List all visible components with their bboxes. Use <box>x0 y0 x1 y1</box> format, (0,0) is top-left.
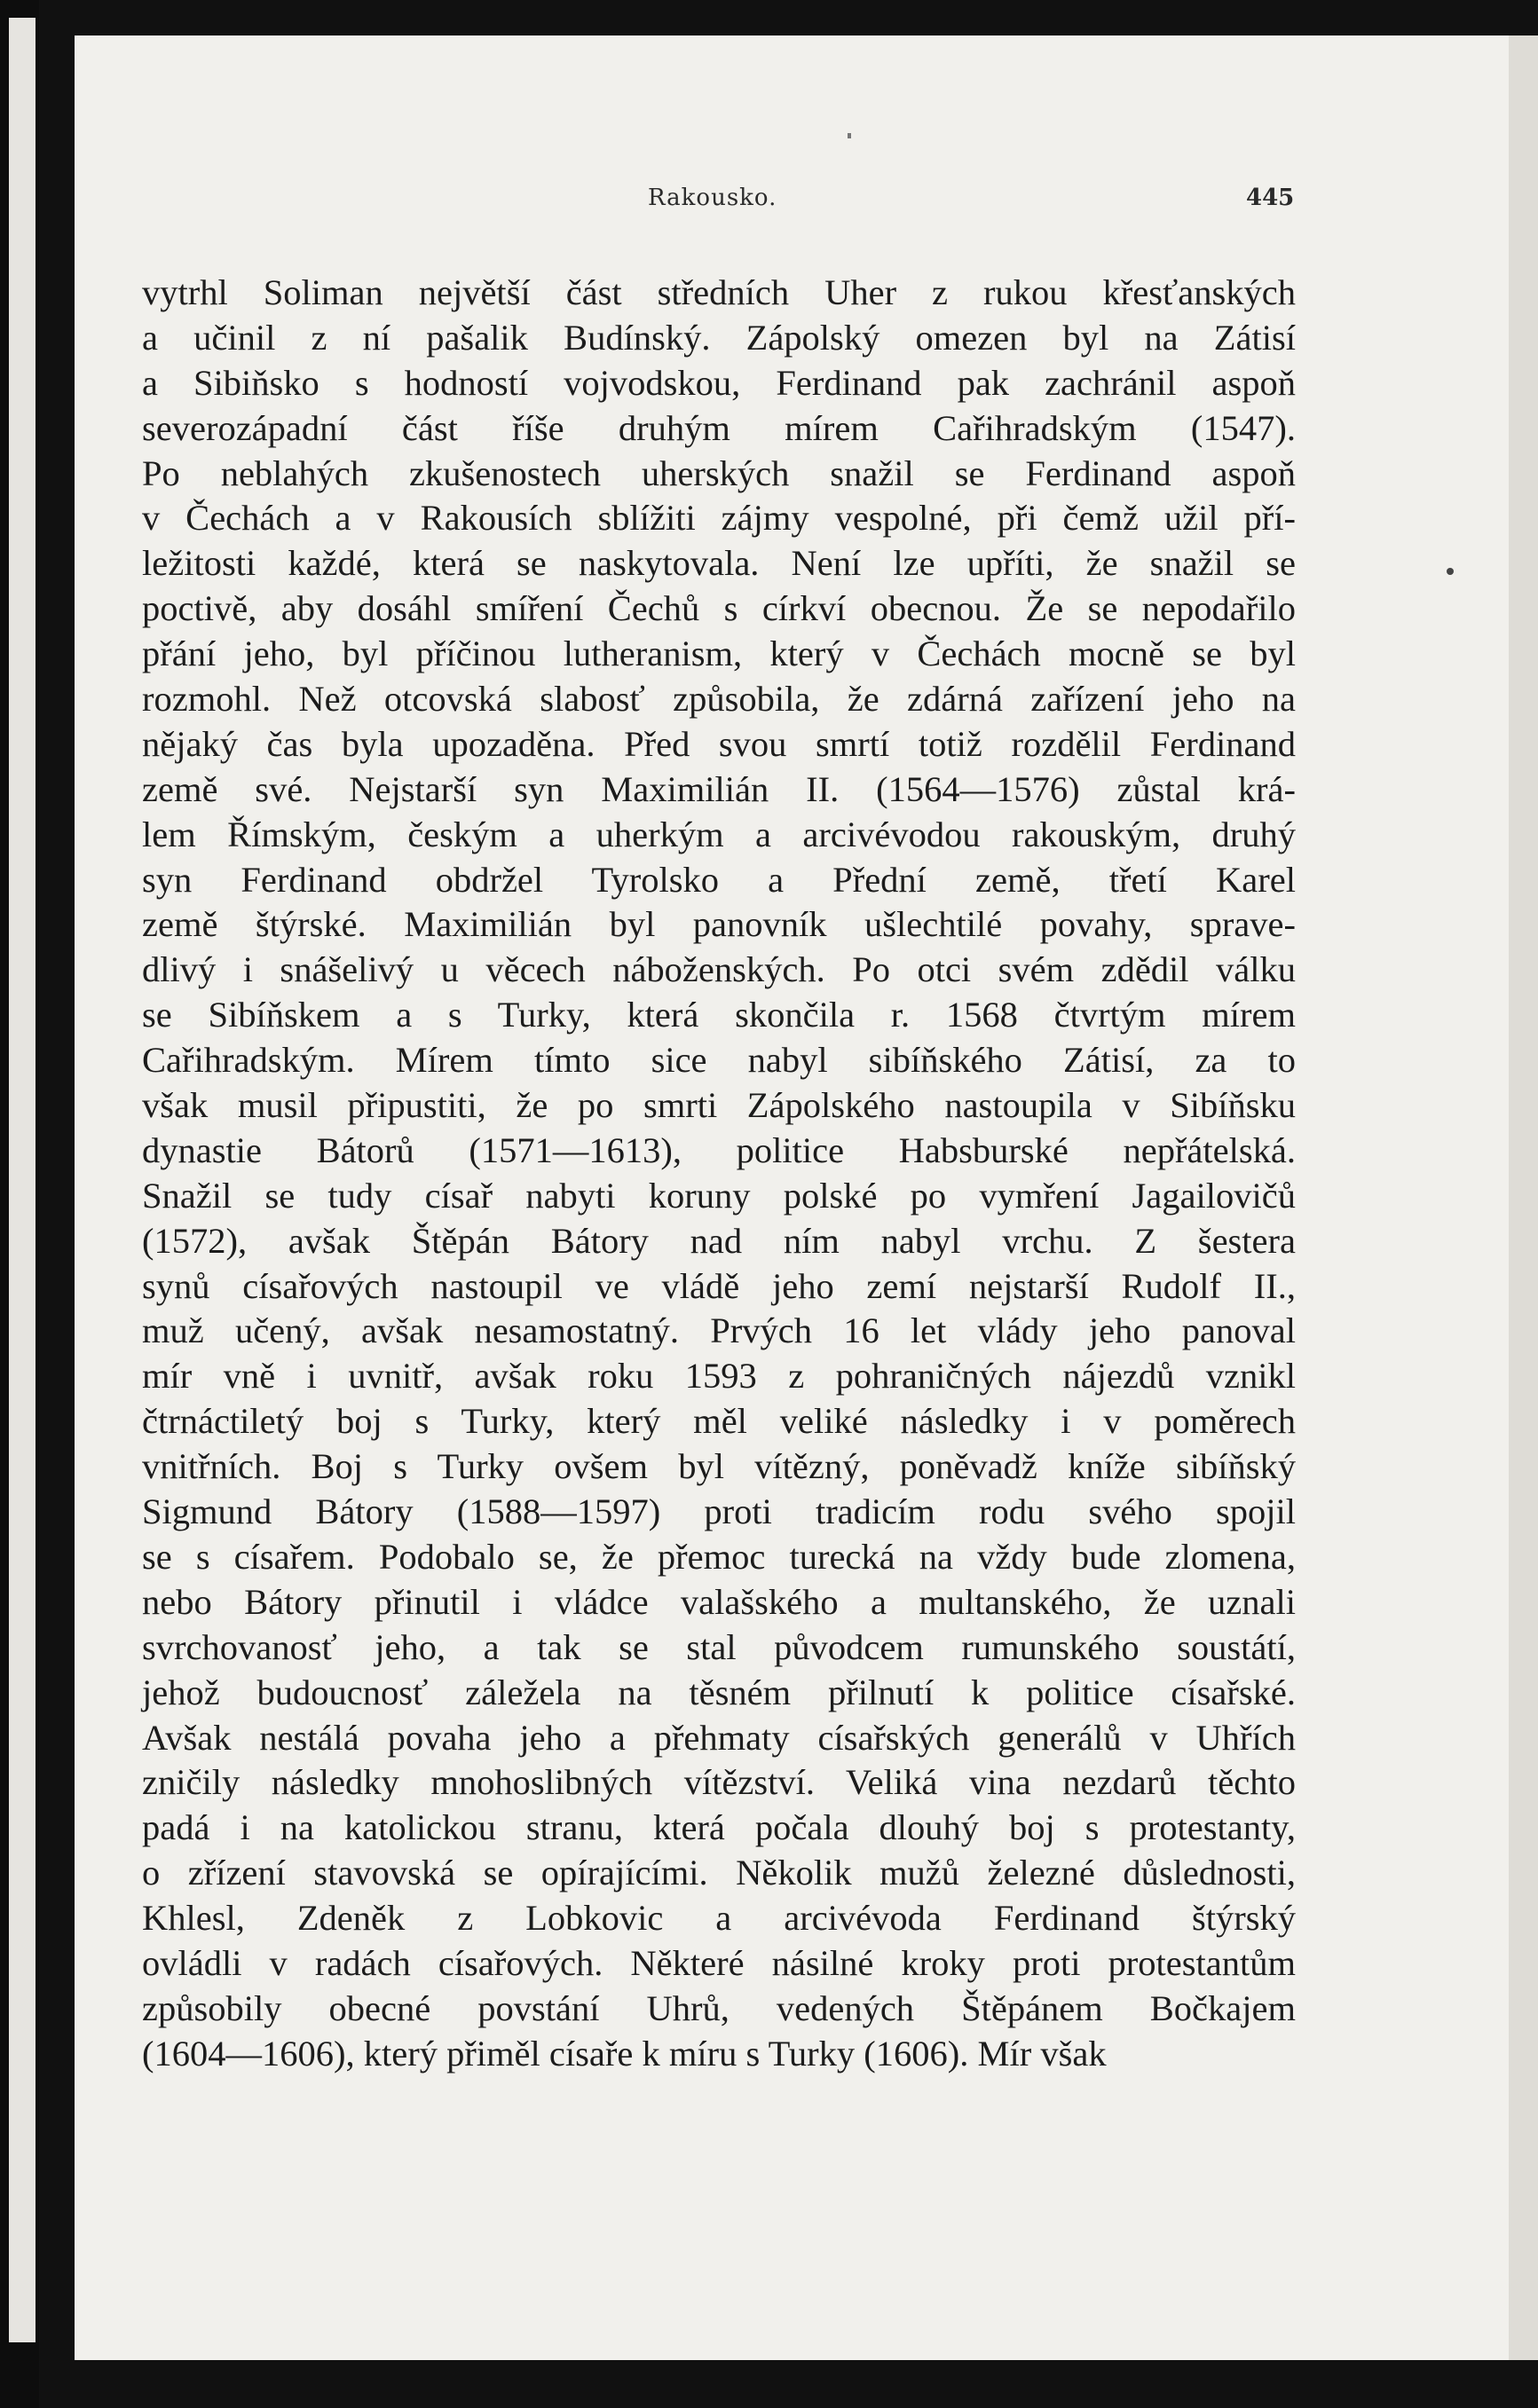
running-title: Rakousko. <box>648 185 777 211</box>
print-speck <box>848 133 851 138</box>
text-line: a Sibiňsko s hodností vojvodskou, Ferdinand pak zachránil aspoň <box>142 362 1296 403</box>
text-line: způsobily obecné povstání Uhrů, vedených Štěpánem Bočkajem <box>142 1987 1296 2028</box>
text-line: svrchovanosť jeho, a tak se stal původcem rumunského soustátí, <box>142 1626 1296 1667</box>
text-line: syn Ferdinand obdržel Tyrolsko a Přední země, třetí Karel <box>142 859 1296 900</box>
text-line: muž učený, avšak nesamostatný. Prvých 16 let vlády jeho panoval <box>142 1310 1296 1351</box>
text-line: padá i na katolickou stranu, která počala dlouhý boj s protestanty, <box>142 1807 1296 1848</box>
margin-mark <box>1447 568 1454 575</box>
text-line: ležitosti každé, která se naskytovala. Není lze upříti, že snažil se <box>142 543 1296 584</box>
page-number: 445 <box>1246 185 1295 211</box>
text-line: země své. Nejstarší syn Maximilián II. (1564—1576) zůstal krá- <box>142 768 1296 809</box>
text-line: se Sibíňskem a s Turky, která skončila r. 1568 čtvrtým mírem <box>142 995 1296 1035</box>
text-line: Snažil se tudy císař nabyti koruny polské po vymření Jagailovičů <box>142 1175 1296 1216</box>
text-line: Cařihradským. Mírem tímto sice nabyl sibíňského Zátisí, za to <box>142 1040 1296 1081</box>
text-line: poctivě, aby dosáhl smíření Čechů s církví obecnou. Že se nepodařilo <box>142 588 1296 629</box>
text-line: se s císařem. Podobalo se, že přemoc turecká na vždy bude zlomena, <box>142 1536 1296 1577</box>
text-line: země štýrské. Maximilián byl panovník ušlechtilé povahy, sprave- <box>142 904 1296 945</box>
page-right-edge <box>1509 35 1538 2360</box>
text-line: dlivý i snášelivý u věcech náboženských. Po otci svém zdědil válku <box>142 949 1296 990</box>
text-line: mír vně i uvnitř, avšak roku 1593 z pohraničných nájezdů vznikl <box>142 1356 1296 1397</box>
text-line: a učinil z ní pašalik Budínský. Zápolský omezen byl na Zátisí <box>142 317 1296 358</box>
text-line: Po neblahých zkušenostech uherských snažil se Ferdinand aspoň <box>142 452 1296 493</box>
text-line: synů císařových nastoupil ve vládě jeho zemí nejstarší Rudolf II., <box>142 1265 1296 1306</box>
text-line: lem Římským, českým a uherkým a arcivévodou rakouským, druhý <box>142 814 1296 854</box>
text-line: Khlesl, Zdeněk z Lobkovic a arcivévoda Ferdinand štýrský <box>142 1898 1296 1939</box>
text-line: nebo Bátory přinutil i vládce valašského a multanského, že uznali <box>142 1581 1296 1622</box>
text-line: zničily následky mnohoslibných vítězství. Veliká vina nezdarů těchto <box>142 1762 1296 1803</box>
text-line: Sigmund Bátory (1588—1597) proti tradicím rodu svého spojil <box>142 1491 1296 1532</box>
text-line: rozmohl. Než otcovská slabosť způsobila, že zdárná zařízení jeho na <box>142 679 1296 720</box>
text-line: však musil připustiti, že po smrti Zápolského nastoupila v Sibíňsku <box>142 1085 1296 1126</box>
text-line: čtrnáctiletý boj s Turky, který měl veliké následky i v poměrech <box>142 1401 1296 1442</box>
text-line: (1572), avšak Štěpán Bátory nad ním nabyl vrchu. Z šestera <box>142 1220 1296 1261</box>
text-line: severozápadní část říše druhým mírem Cařihradským (1547). <box>142 407 1296 448</box>
text-line: nějaký čas byla upozaděna. Před svou smrtí totiž rozdělil Ferdinand <box>142 723 1296 764</box>
text-line: dynastie Bátorů (1571—1613), politice Habsburské nepřátelská. <box>142 1129 1296 1170</box>
text-line: vytrhl Soliman největší část středních Uher z rukou křesťanských <box>142 272 1296 312</box>
body-text <box>142 271 1296 2077</box>
text-line: o zřízení stavovská se opírajícími. Několik mužů železné důslednosti, <box>142 1853 1296 1893</box>
text-line: (1604—1606), který přiměl císaře k míru s Turky (1606). Mír však <box>142 2033 1107 2074</box>
text-line: vnitřních. Boj s Turky ovšem byl vítězný, poněvadž kníže sibíňský <box>142 1446 1296 1487</box>
text-line: jehož budoucnosť záležela na těsném přilnutí k politice císařské. <box>142 1672 1296 1712</box>
text-line: Avšak nestálá povaha jeho a přehmaty císařských generálů v Uhřích <box>142 1717 1296 1758</box>
text-line: ovládli v radách císařových. Některé násilné kroky proti protestantům <box>142 1942 1296 1983</box>
adjacent-page-strip <box>9 18 35 2342</box>
text-line: v Čechách a v Rakousích sblížiti zájmy vespolné, při čemž užil pří- <box>142 498 1296 539</box>
text-line: přání jeho, byl příčinou lutheranism, který v Čechách mocně se byl <box>142 633 1296 674</box>
